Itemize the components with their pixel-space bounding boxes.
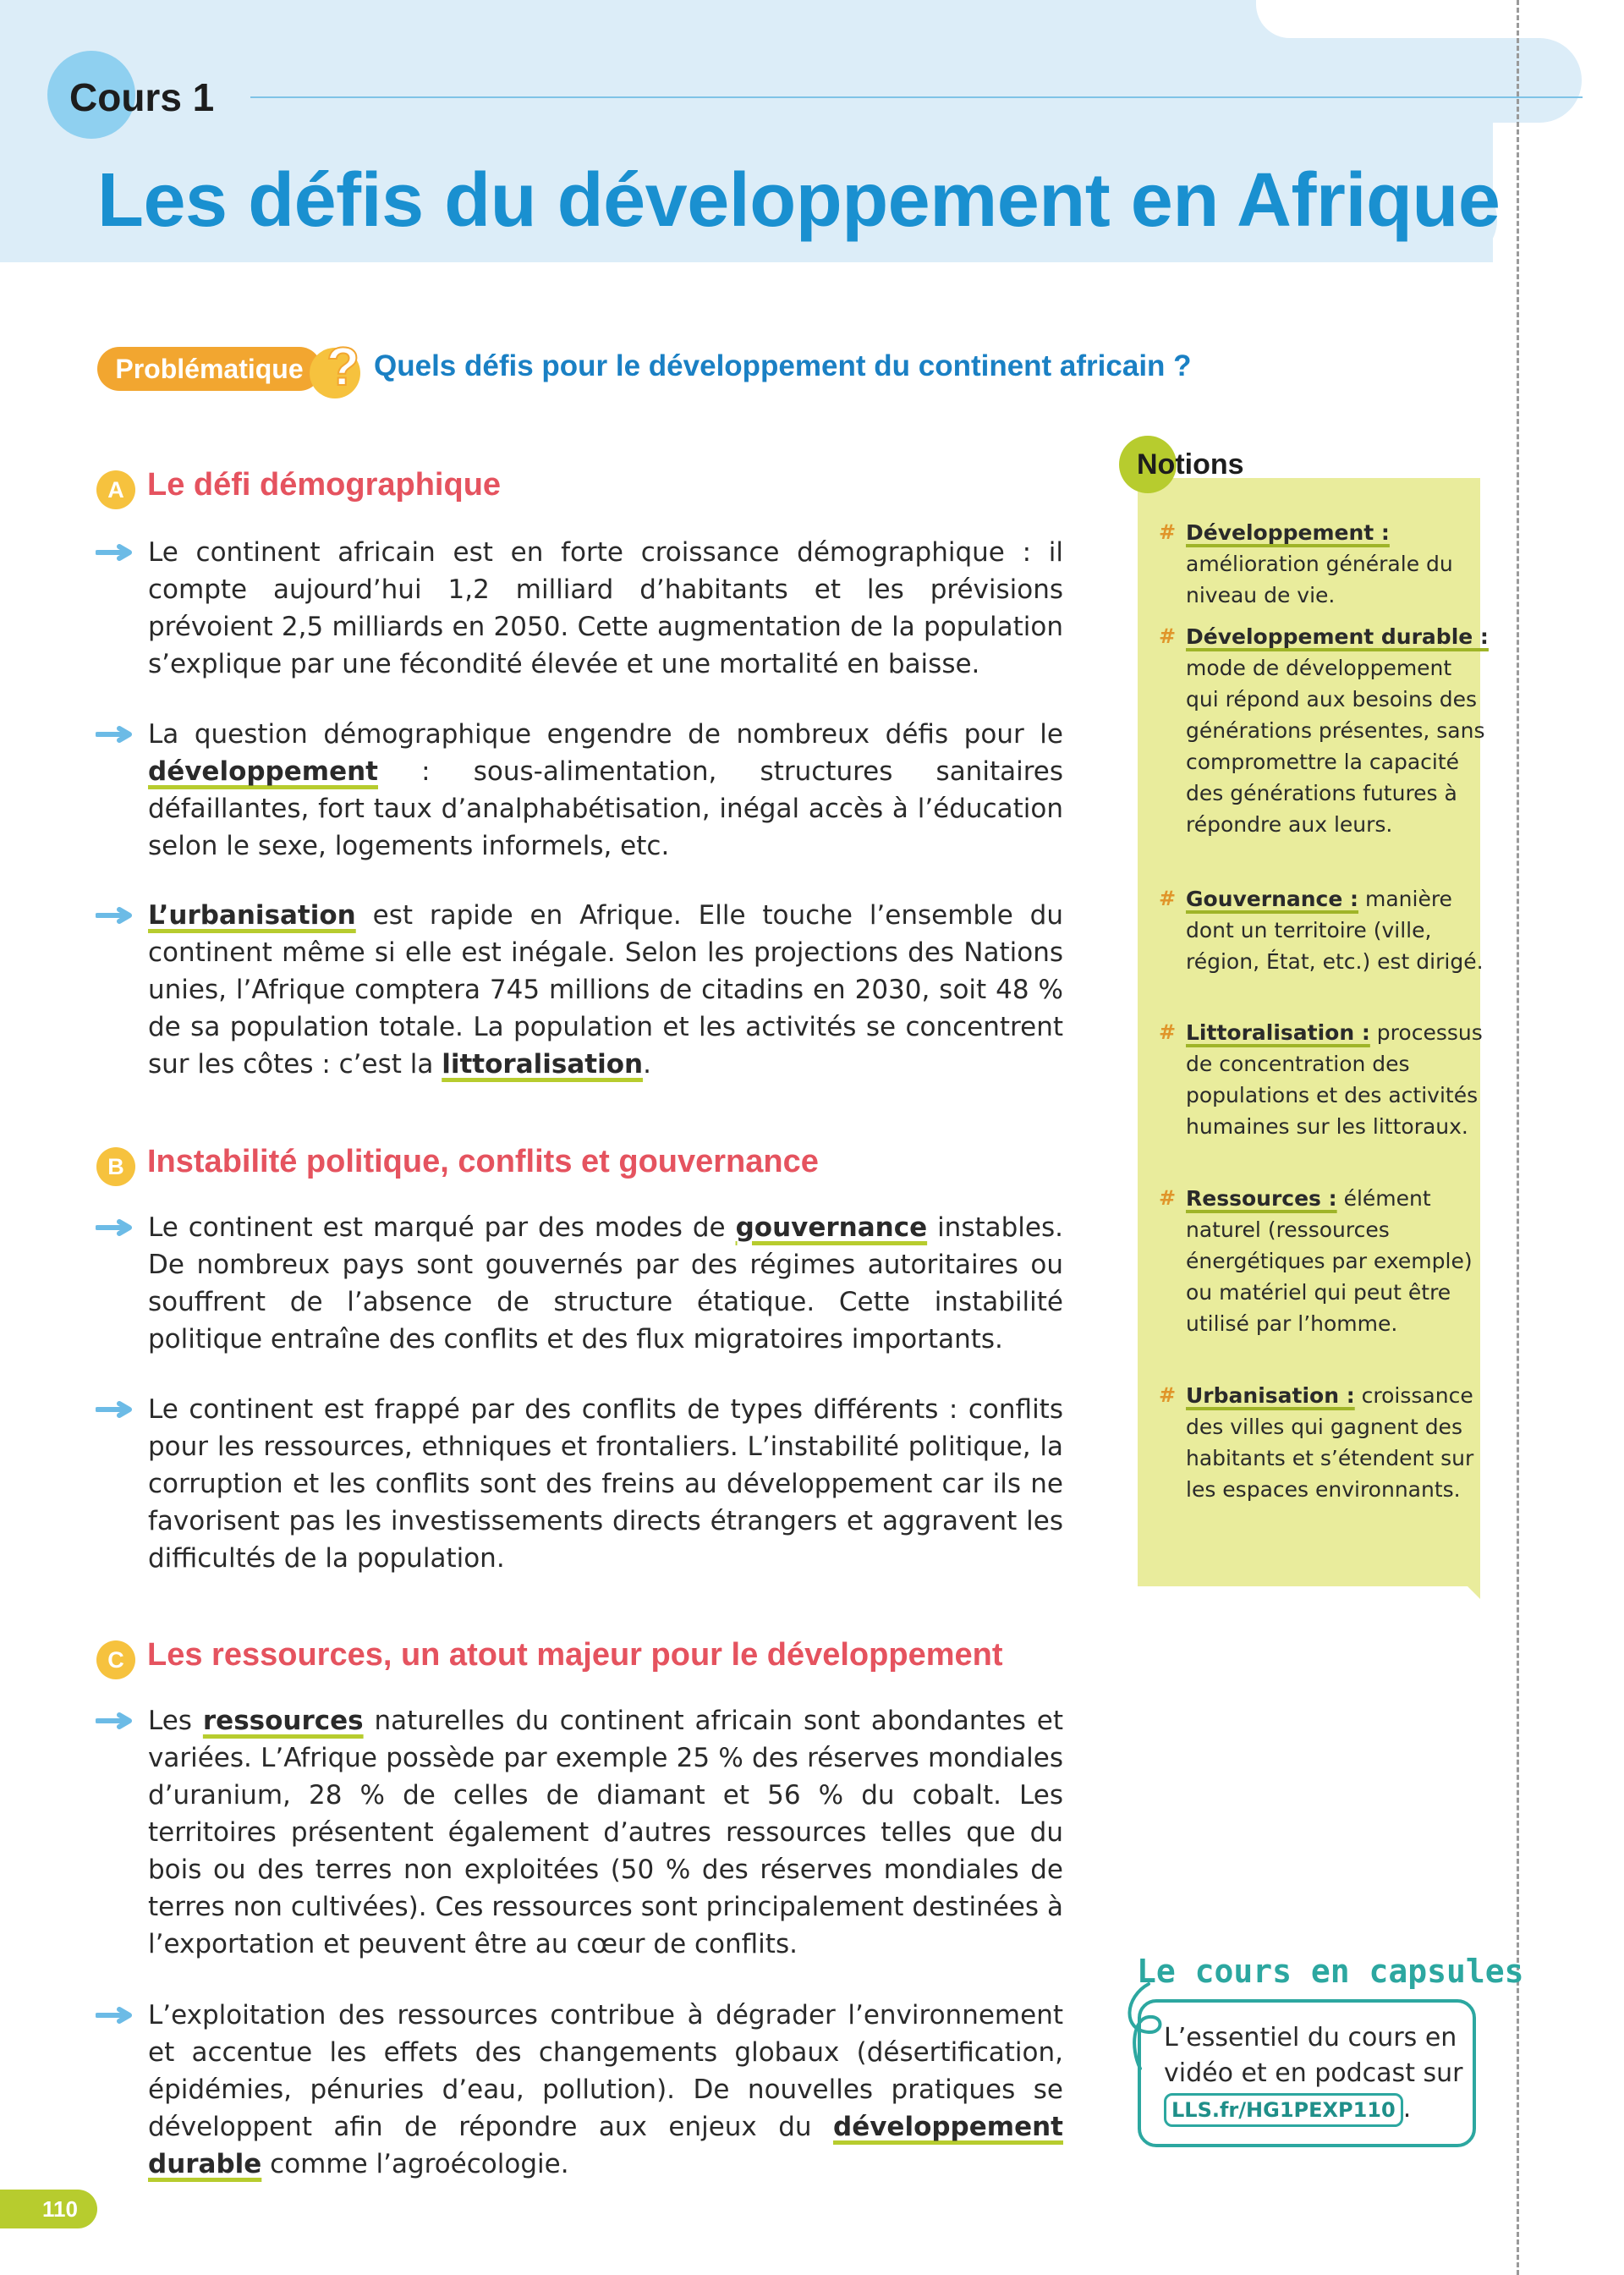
problematique-badge: Problématique — [97, 347, 321, 391]
page-title: Les défis du développement en Afrique — [97, 158, 1501, 243]
notion-term: Développement durable : — [1186, 624, 1489, 649]
question-mark-icon — [301, 332, 360, 400]
arrow-icon — [96, 1219, 136, 1236]
section-c-title: Les ressources, un atout majeur pour le développement — [147, 1637, 1003, 1673]
notion-definition: processus de concentration des populations et des activités humaines sur les littoraux. — [1186, 1020, 1483, 1139]
notion-definition: amélioration générale du niveau de vie. — [1186, 552, 1453, 607]
margin-guide — [1517, 0, 1519, 2275]
notion-item — [1159, 621, 1490, 840]
section-a-paragraph-1: Le continent africain est en forte croissance démographique : il compte aujourd’hui 1,2 milliard d’habitants et les prévisions prévoient 2,5 milliards en 2050. Cette augmentation de la population s’explique par une fécondité élevée et une mortalité en baisse. — [148, 537, 1063, 679]
header-rule — [250, 96, 1583, 98]
notion-item — [1159, 883, 1490, 977]
page-number: 110 — [0, 2190, 97, 2228]
text: comme l’agroécologie. — [261, 2149, 569, 2179]
section-a-paragraph-3 — [148, 897, 1063, 1083]
notions-title: Notions — [1137, 448, 1244, 481]
text: : sous-alimentation, structures sanitaires défaillantes, fort taux d’analphabétisation, inégal accès à l’éducation selon le sexe, logements informels, etc. — [148, 756, 1063, 861]
keyword-developpement: développement — [148, 756, 378, 787]
arrow-icon — [96, 1401, 136, 1418]
arrow-icon — [96, 1712, 136, 1729]
section-a-title: Le défi démographique — [147, 467, 502, 503]
notion-definition: croissance des villes qui gagnent des habitants et s’étendent sur les espaces environnants. — [1186, 1383, 1474, 1502]
notion-definition: mode de développement qui répond aux besoins des générations présentes, sans compromettre la capacité des générations futures à répondre aux leurs. — [1186, 656, 1485, 837]
notion-definition: manière dont un territoire (ville, région, État, etc.) est dirigé. — [1186, 887, 1484, 974]
section-c-badge: C — [96, 1640, 135, 1679]
text: L’exploitation des ressources contribue à dégrader l’environnement et accentue les effets des changements globaux (désertification, épidémies, pénuries d’eau, pollution). De nouvelles pratiques se développent afin de répondre aux enjeux du — [148, 2000, 1063, 2142]
section-b-title: Instabilité politique, conflits et gouvernance — [147, 1144, 819, 1179]
capsule-title: Le cours en capsules — [1137, 1953, 1524, 1990]
curl-icon — [1115, 1980, 1166, 2073]
problematique-question: Quels défis pour le développement du continent africain ? — [374, 349, 1192, 382]
text: naturelles du continent africain sont abondantes et variées. L’Afrique possède par exemple 25 % des réserves mondiales d’uranium, 28 % de celles de diamant et 56 % du cobalt. Les territoires présentent également d’autres ressources telles que du bois ou des terres non exploitées (50 % des réserves mondiales de terres non cultivées). Ces ressources sont principalement destinées à l’exportation et peuvent être au cœur de conflits. — [148, 1706, 1063, 1959]
notion-item — [1159, 1380, 1490, 1505]
section-a-badge: A — [96, 470, 135, 509]
header-notch — [1256, 0, 1510, 38]
hash-icon: # — [1159, 1186, 1177, 1210]
notion-term: Gouvernance : — [1186, 887, 1359, 911]
text: L’essentiel du cours en vidéo et en podcast sur — [1164, 2023, 1463, 2088]
notion-term: Développement : — [1186, 520, 1390, 545]
arrow-icon — [96, 2007, 136, 2024]
section-b-badge: B — [96, 1147, 135, 1186]
notion-term: Ressources : — [1186, 1186, 1337, 1211]
text: Les — [148, 1706, 203, 1736]
arrow-icon — [96, 726, 136, 743]
svg-text:?: ? — [326, 336, 360, 397]
capsule-text — [1164, 2020, 1464, 2127]
keyword-gouvernance: gouvernance — [735, 1212, 928, 1243]
keyword-ressources: ressources — [202, 1706, 364, 1736]
text: . — [1402, 2094, 1412, 2124]
notion-item — [1159, 1183, 1490, 1339]
header-bump — [1438, 38, 1582, 123]
hash-icon: # — [1159, 520, 1177, 544]
section-b-paragraph-2: Le continent est frappé par des conflits de types différents : conflits pour les ressources, ethniques et frontaliers. L’instabilité politique, la corruption et les conflits sont des freins au développement car ils ne favorisent pas les investissements directs étrangers et aggravent les difficultés de la population. — [148, 1394, 1063, 1574]
keyword-littoralisation: littoralisation — [442, 1049, 644, 1080]
text: est rapide en Afrique. Elle touche l’ensemble du continent même si elle est inégale. Selon les projections des Nations unies, l’Afrique comptera 745 millions de citadins en 2030, soit 48 % de sa population totale. La population et les activités se concentrent sur les côtes : c’est la — [148, 900, 1063, 1080]
text: instables. De nombreux pays sont gouvernés par des régimes autoritaires ou souffrent de l’absence de structure étatique. Cette instabilité politique entraîne des conflits et des flux migratoires importants. — [148, 1212, 1063, 1355]
hash-icon: # — [1159, 887, 1177, 910]
notion-item — [1159, 517, 1490, 611]
keyword-developpement-durable: développement durable — [148, 2112, 1063, 2179]
section-c-paragraph-1 — [148, 1702, 1063, 1963]
capsule-link[interactable]: LLS.fr/HG1PEXP110 — [1164, 2093, 1403, 2127]
keyword-urbanisation: L’urbanisation — [148, 900, 356, 931]
section-c-paragraph-2 — [148, 1997, 1063, 2183]
text: Le continent est marqué par des modes de — [148, 1212, 736, 1243]
cours-label: Cours 1 — [69, 75, 215, 119]
arrow-icon — [96, 907, 136, 924]
notion-term: Littoralisation : — [1186, 1020, 1370, 1045]
hash-icon: # — [1159, 1020, 1177, 1044]
section-b-paragraph-1 — [148, 1209, 1063, 1358]
hash-icon: # — [1159, 1383, 1177, 1407]
notion-term: Urbanisation : — [1186, 1383, 1355, 1408]
section-a-paragraph-2 — [148, 716, 1063, 865]
hash-icon: # — [1159, 624, 1177, 648]
arrow-icon — [96, 544, 136, 561]
notion-item — [1159, 1017, 1490, 1142]
text: . — [643, 1049, 651, 1080]
notion-definition: élément naturel (ressources énergétiques par exemple) ou matériel qui peut être utilisé par l’homme. — [1186, 1186, 1473, 1336]
text: La question démographique engendre de nombreux défis pour le — [148, 719, 1063, 750]
